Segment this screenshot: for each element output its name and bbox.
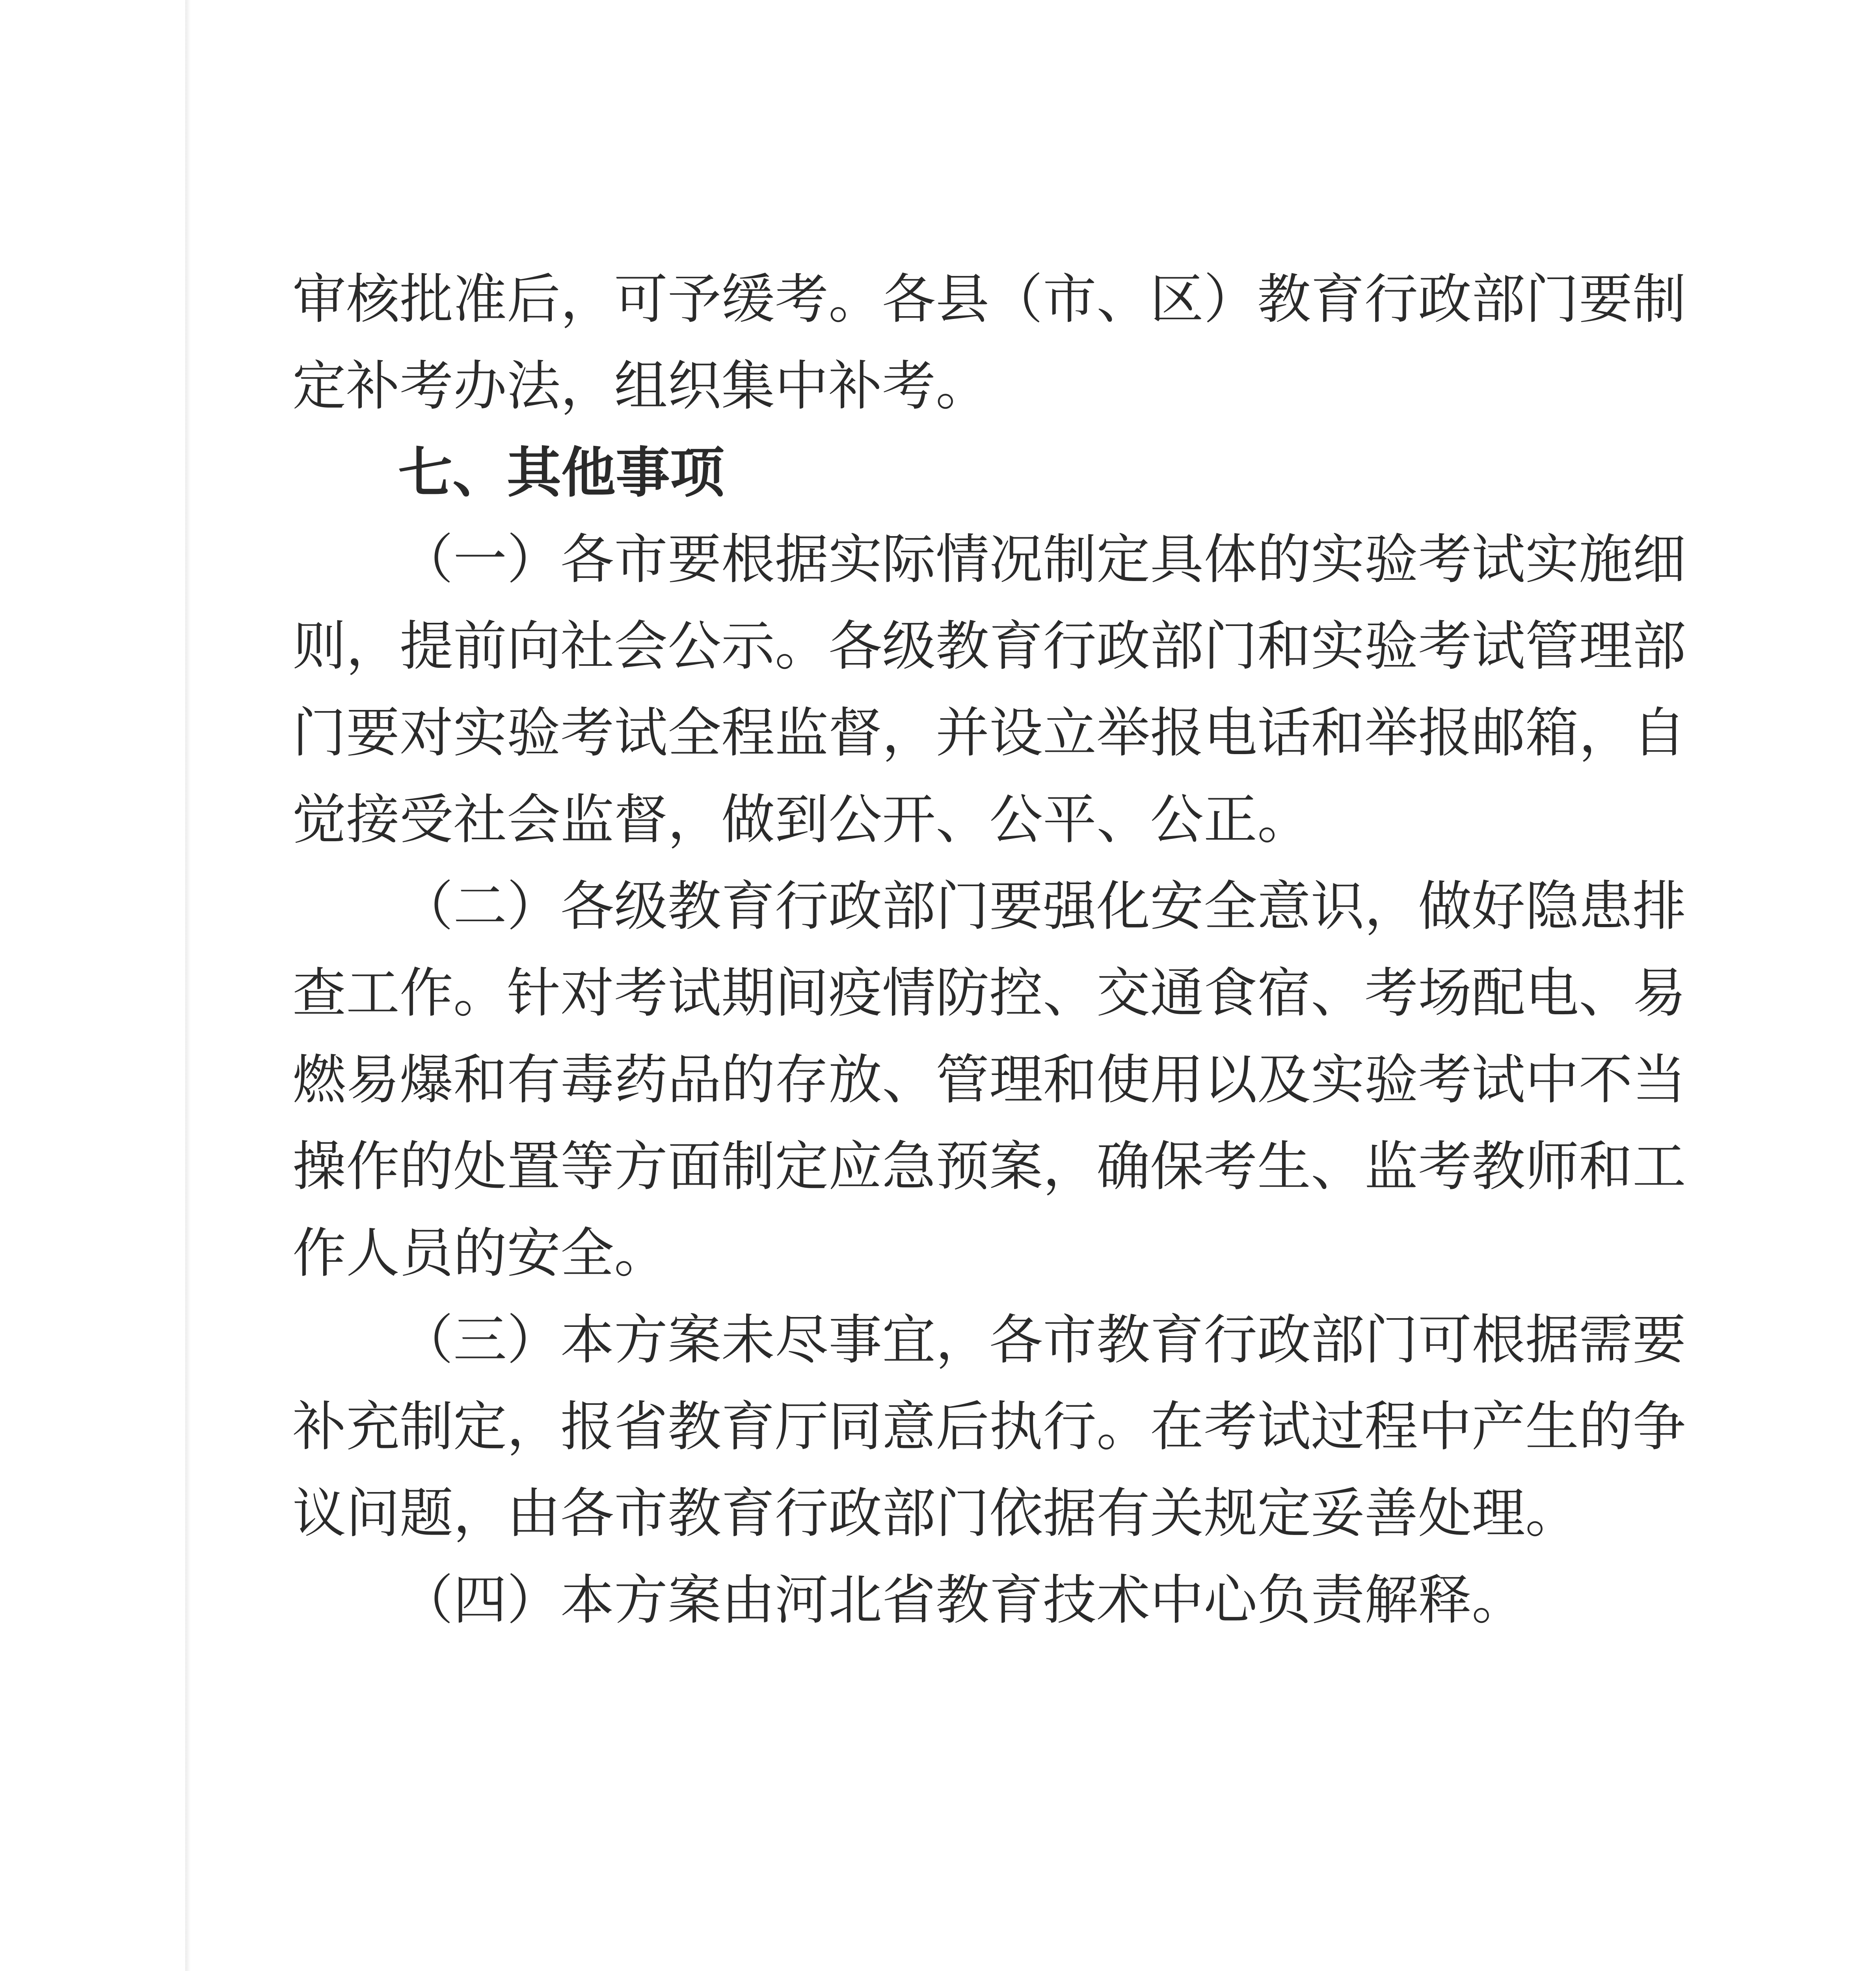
paragraph-line: 觉接受社会监督，做到公开、公平、公正。 xyxy=(292,789,1311,851)
paragraph-line: （四）本方案由河北省教育技术中心负责解释。 xyxy=(400,1569,1525,1632)
paragraph-line: 则，提前向社会公示。各级教育行政部门和实验考试管理部 xyxy=(292,615,1686,678)
paragraph-line: 门要对实验考试全程监督，并设立举报电话和举报邮箱，自 xyxy=(292,702,1686,764)
paragraph-line: （二）各级教育行政部门要强化安全意识，做好隐患排 xyxy=(400,876,1686,938)
section-heading: 七、其他事项 xyxy=(398,441,725,505)
paragraph-line: 定补考办法，组织集中补考。 xyxy=(292,355,989,417)
scan-binding-edge xyxy=(185,0,191,1971)
document-body xyxy=(292,0,1686,1971)
paragraph-line: 审核批准后，可予缓考。各县（市、区）教育行政部门要制 xyxy=(292,268,1686,331)
paragraph-line: 作人员的安全。 xyxy=(292,1222,668,1285)
paragraph-line: 查工作。针对考试期间疫情防控、交通食宿、考场配电、易 xyxy=(292,962,1686,1025)
paragraph-line: 燃易爆和有毒药品的存放、管理和使用以及实验考试中不当 xyxy=(292,1049,1686,1111)
paragraph-line: 议问题，由各市教育行政部门依据有关规定妥善处理。 xyxy=(292,1483,1579,1545)
paragraph-line: 操作的处置等方面制定应急预案，确保考生、监考教师和工 xyxy=(292,1136,1686,1198)
paragraph-line: （一）各市要根据实际情况制定具体的实验考试实施细 xyxy=(400,529,1686,591)
paragraph-line: 补充制定，报省教育厅同意后执行。在考试过程中产生的争 xyxy=(292,1396,1686,1458)
paragraph-line: （三）本方案未尽事宜，各市教育行政部门可根据需要 xyxy=(400,1309,1686,1371)
